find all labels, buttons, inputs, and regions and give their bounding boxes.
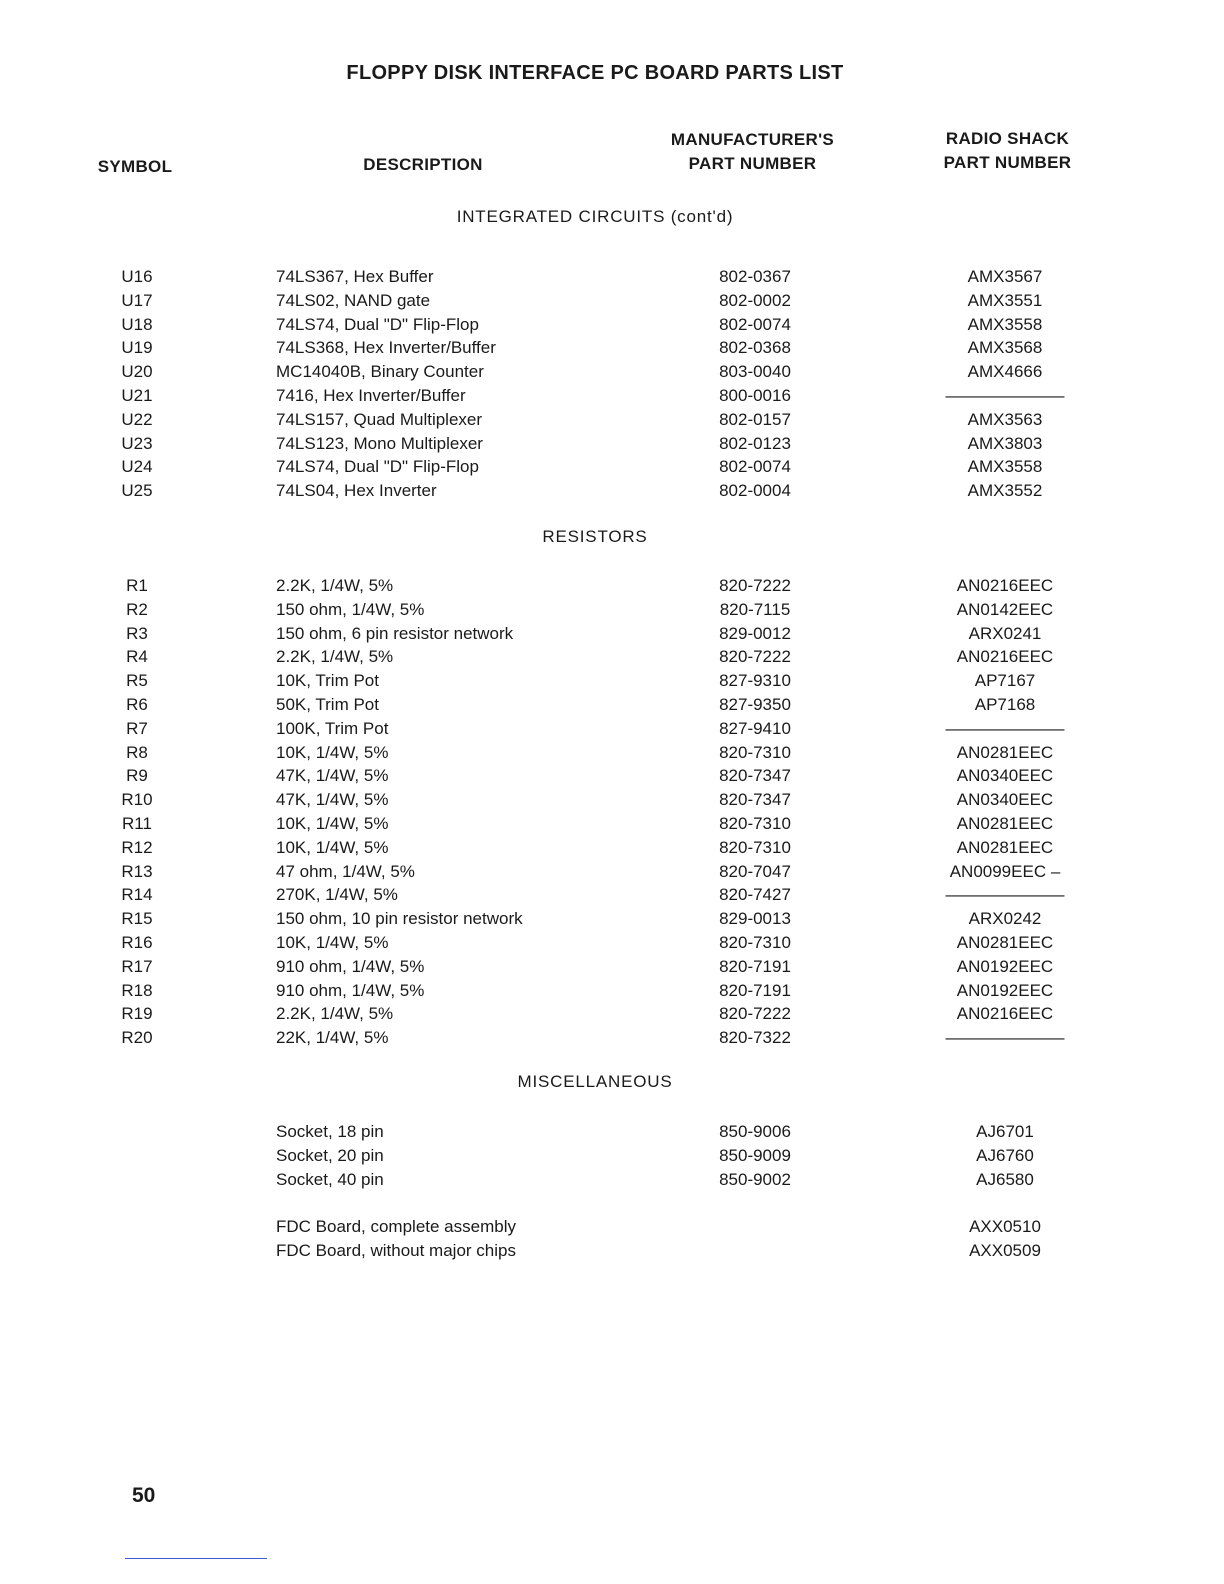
description-cell: FDC Board, complete assembly: [276, 1217, 516, 1236]
description-cell: 47K, 1/4W, 5%: [276, 766, 389, 786]
manufacturer-part-number-cell: 802-0004: [719, 481, 791, 501]
manufacturer-part-number-cell: 829-0012: [719, 623, 791, 643]
description-cell: Socket, 20 pin: [276, 1145, 384, 1165]
symbol-cell: R14: [121, 885, 153, 905]
radioshack-part-number-cell: AN0099EEC –: [949, 861, 1061, 881]
manufacturer-part-number-cell: 802-0074: [719, 457, 791, 477]
integrated-circuits-list: [0, 266, 1224, 504]
radioshack-part-number-cell: AN0192EEC: [956, 980, 1054, 1000]
radioshack-part-number-cell: AN0192EEC: [956, 956, 1054, 976]
radioshack-part-number-cell: AN0281EEC: [956, 813, 1054, 833]
symbol-cell: R8: [126, 742, 148, 762]
manufacturer-part-number-cell: 829-0013: [719, 909, 791, 929]
radioshack-part-number-cell: AMX3552: [967, 481, 1043, 501]
radioshack-part-number-cell: AP7167: [974, 671, 1036, 691]
symbol-cell: R6: [126, 694, 148, 714]
radioshack-part-number-cell: AJ6580: [976, 1169, 1034, 1189]
manufacturer-part-number-cell: 827-9410: [719, 718, 791, 738]
parts-row: [0, 646, 1224, 670]
radioshack-part-number-cell: AMX3567: [967, 267, 1043, 286]
radioshack-part-number-header: [905, 127, 1110, 175]
radioshack-part-number-cell: AN0281EEC: [956, 932, 1054, 952]
description-cell: 10K, Trim Pot: [276, 671, 379, 691]
manufacturer-part-number-cell: 820-7310: [719, 813, 791, 833]
radioshack-part-number-cell: AN0281EEC: [956, 742, 1054, 762]
radioshack-part-number-cell: AN0281EEC: [956, 837, 1054, 857]
manufacturer-part-number-cell: 820-7191: [719, 956, 791, 976]
symbol-cell: R10: [121, 790, 153, 810]
description-cell: 2.2K, 1/4W, 5%: [276, 647, 394, 667]
parts-row: [0, 932, 1224, 956]
manufacturer-part-number-cell: 850-9006: [719, 1122, 791, 1141]
radioshack-part-number-cell: AN0340EEC: [956, 790, 1054, 810]
symbol-cell: R15: [121, 909, 153, 929]
radioshack-part-number-cell: AN0216EEC: [956, 576, 1054, 595]
description-cell: 2.2K, 1/4W, 5%: [276, 1004, 394, 1024]
symbol-cell: R4: [126, 647, 148, 667]
manufacturer-part-number-cell: 820-7347: [719, 766, 791, 786]
radioshack-part-number-cell: AMX3558: [967, 457, 1043, 477]
parts-row: [0, 884, 1224, 908]
parts-row: [0, 433, 1224, 457]
description-cell: Socket, 40 pin: [276, 1169, 384, 1189]
parts-row: [0, 1240, 1224, 1264]
manufacturer-part-number-cell: 820-7310: [719, 932, 791, 952]
board-assemblies-list: [0, 1216, 1224, 1264]
radioshack-part-number-cell: AN0142EEC: [956, 599, 1054, 619]
parts-row: [0, 266, 1224, 290]
page-number: 50: [132, 1484, 156, 1507]
manufacturer-part-number-cell: 802-0157: [719, 409, 791, 429]
description-cell: 150 ohm, 10 pin resistor network: [276, 909, 523, 929]
symbol-cell: R18: [121, 980, 153, 1000]
description-cell: 74LS157, Quad Multiplexer: [276, 409, 483, 429]
description-column-header: DESCRIPTION: [363, 155, 483, 174]
manufacturer-header-line1: MANUFACTURER'S: [670, 130, 835, 149]
symbol-cell: R16: [121, 932, 153, 952]
parts-row: [0, 409, 1224, 433]
radioshack-part-number-cell: AMX4666: [967, 362, 1043, 382]
description-cell: 150 ohm, 1/4W, 5%: [276, 599, 425, 619]
description-cell: 100K, Trim Pot: [276, 718, 389, 738]
parts-row: [0, 742, 1224, 766]
parts-row: [0, 956, 1224, 980]
manufacturer-part-number-cell: 820-7115: [719, 599, 791, 619]
manufacturer-part-number-cell: 820-7222: [719, 647, 791, 667]
symbol-cell: R20: [121, 1028, 153, 1048]
radioshack-part-number-cell: AMX3568: [967, 338, 1043, 358]
symbol-cell: U22: [121, 409, 153, 429]
radioshack-part-number-cell: AN0216EEC: [956, 1004, 1054, 1024]
radioshack-header-line1: RADIO SHACK: [945, 129, 1070, 148]
description-cell: FDC Board, without major chips: [276, 1240, 516, 1260]
section-title-miscellaneous: MISCELLANEOUS: [517, 1072, 673, 1091]
symbol-cell: R12: [121, 837, 153, 857]
radioshack-part-number-cell: AJ6760: [976, 1145, 1034, 1165]
manufacturer-part-number-cell: 820-7222: [719, 1004, 791, 1024]
symbol-cell: R11: [122, 813, 152, 833]
manufacturer-part-number-cell: 820-7191: [719, 980, 791, 1000]
parts-row: [0, 456, 1224, 480]
description-cell: 2.2K, 1/4W, 5%: [276, 576, 394, 595]
radioshack-part-number-cell: ———————: [945, 885, 1065, 905]
symbol-cell: U16: [121, 267, 153, 286]
symbol-cell: U25: [121, 481, 153, 501]
section-title-integrated-circuits: INTEGRATED CIRCUITS (cont'd): [456, 207, 734, 226]
symbol-cell: U19: [121, 338, 153, 358]
parts-row: [0, 789, 1224, 813]
radioshack-part-number-cell: ARX0242: [968, 909, 1042, 929]
parts-row: [0, 1003, 1224, 1027]
parts-row: [0, 694, 1224, 718]
manufacturer-part-number-cell: 827-9350: [719, 694, 791, 714]
manufacturer-part-number-cell: 802-0123: [719, 433, 791, 453]
manufacturer-header-line2: PART NUMBER: [688, 154, 817, 173]
section-title-resistors: RESISTORS: [542, 527, 648, 546]
description-cell: 270K, 1/4W, 5%: [276, 885, 398, 905]
description-cell: 74LS74, Dual "D" Flip-Flop: [276, 457, 479, 477]
manufacturer-part-number-header: [640, 128, 865, 176]
description-cell: 22K, 1/4W, 5%: [276, 1028, 389, 1048]
description-cell: 47K, 1/4W, 5%: [276, 790, 389, 810]
manufacturer-part-number-cell: 802-0074: [719, 314, 791, 334]
description-cell: 74LS74, Dual "D" Flip-Flop: [276, 314, 479, 334]
radioshack-header-line2: PART NUMBER: [943, 153, 1072, 172]
parts-row: [0, 980, 1224, 1004]
parts-row: [0, 718, 1224, 742]
radioshack-part-number-cell: AJ6701: [976, 1122, 1034, 1141]
parts-row: [0, 813, 1224, 837]
manufacturer-part-number-cell: 820-7310: [719, 837, 791, 857]
parts-row: [0, 337, 1224, 361]
symbol-cell: R9: [126, 766, 148, 786]
parts-row: [0, 837, 1224, 861]
manufacturer-part-number-cell: 802-0368: [719, 338, 791, 358]
description-cell: 7416, Hex Inverter/Buffer: [276, 385, 466, 405]
symbol-cell: R1: [126, 576, 148, 595]
footer-rule: [125, 1558, 267, 1559]
description-cell: 10K, 1/4W, 5%: [276, 837, 389, 857]
manufacturer-part-number-cell: 820-7047: [719, 861, 791, 881]
radioshack-part-number-cell: AP7168: [974, 694, 1036, 714]
parts-row: [0, 1216, 1224, 1240]
description-cell: 150 ohm, 6 pin resistor network: [276, 623, 514, 643]
description-cell: Socket, 18 pin: [276, 1122, 384, 1141]
manufacturer-part-number-cell: 820-7427: [719, 885, 791, 905]
radioshack-part-number-cell: AXX0510: [969, 1217, 1041, 1236]
resistors-list: [0, 575, 1224, 1051]
radioshack-part-number-cell: AMX3803: [967, 433, 1043, 453]
symbol-cell: U21: [121, 385, 153, 405]
parts-row: [0, 314, 1224, 338]
description-cell: 47 ohm, 1/4W, 5%: [276, 861, 415, 881]
description-cell: 10K, 1/4W, 5%: [276, 742, 389, 762]
radioshack-part-number-cell: AMX3558: [967, 314, 1043, 334]
manufacturer-part-number-cell: 800-0016: [719, 385, 791, 405]
radioshack-part-number-cell: ———————: [945, 718, 1065, 738]
radioshack-part-number-cell: AN0216EEC: [956, 647, 1054, 667]
manufacturer-part-number-cell: 802-0002: [719, 290, 791, 310]
parts-row: [0, 861, 1224, 885]
symbol-cell: U20: [121, 362, 153, 382]
manufacturer-part-number-cell: 802-0367: [719, 267, 791, 286]
manufacturer-part-number-cell: 850-9009: [719, 1145, 791, 1165]
parts-row: [0, 765, 1224, 789]
page-title: FLOPPY DISK INTERFACE PC BOARD PARTS LIST: [346, 62, 844, 84]
symbol-cell: U18: [121, 314, 153, 334]
symbol-cell: R19: [121, 1004, 153, 1024]
symbol-cell: R3: [126, 623, 148, 643]
parts-row: [0, 1145, 1224, 1169]
description-cell: 74LS02, NAND gate: [276, 290, 431, 310]
symbol-cell: R17: [121, 956, 153, 976]
manufacturer-part-number-cell: 820-7222: [719, 576, 791, 595]
description-cell: 74LS04, Hex Inverter: [276, 481, 437, 501]
symbol-cell: U23: [121, 433, 153, 453]
symbol-cell: U17: [121, 290, 153, 310]
manufacturer-part-number-cell: 820-7347: [719, 790, 791, 810]
parts-row: [0, 290, 1224, 314]
parts-row: [0, 908, 1224, 932]
parts-row: [0, 575, 1224, 599]
symbol-cell: R2: [126, 599, 148, 619]
parts-row: [0, 670, 1224, 694]
symbol-cell: U24: [121, 457, 153, 477]
manufacturer-part-number-cell: 850-9002: [719, 1169, 791, 1189]
parts-row: [0, 361, 1224, 385]
radioshack-part-number-cell: ———————: [945, 385, 1065, 405]
parts-row: [0, 1027, 1224, 1051]
radioshack-part-number-cell: ARX0241: [968, 623, 1042, 643]
manufacturer-part-number-cell: 827-9310: [719, 671, 791, 691]
radioshack-part-number-cell: ———————: [945, 1028, 1065, 1048]
parts-row: [0, 1169, 1224, 1193]
description-cell: 50K, Trim Pot: [276, 694, 379, 714]
description-cell: 910 ohm, 1/4W, 5%: [276, 956, 425, 976]
symbol-cell: R5: [126, 671, 148, 691]
manufacturer-part-number-cell: 820-7322: [719, 1028, 791, 1048]
symbol-cell: R13: [121, 861, 153, 881]
description-cell: 74LS123, Mono Multiplexer: [276, 433, 483, 453]
description-cell: MC14040B, Binary Counter: [276, 362, 484, 382]
parts-row: [0, 599, 1224, 623]
parts-row: [0, 623, 1224, 647]
parts-row: [0, 480, 1224, 504]
description-cell: 74LS367, Hex Buffer: [276, 267, 434, 286]
radioshack-part-number-cell: AXX0509: [969, 1240, 1041, 1260]
description-cell: 910 ohm, 1/4W, 5%: [276, 980, 425, 1000]
radioshack-part-number-cell: AMX3551: [967, 290, 1043, 310]
miscellaneous-list: [0, 1121, 1224, 1192]
manufacturer-part-number-cell: 803-0040: [719, 362, 791, 382]
radioshack-part-number-cell: AN0340EEC: [956, 766, 1054, 786]
description-cell: 10K, 1/4W, 5%: [276, 813, 389, 833]
radioshack-part-number-cell: AMX3563: [967, 409, 1043, 429]
description-cell: 74LS368, Hex Inverter/Buffer: [276, 338, 496, 358]
symbol-cell: R7: [126, 718, 148, 738]
parts-row: [0, 1121, 1224, 1145]
parts-row: [0, 385, 1224, 409]
symbol-column-header: SYMBOL: [97, 157, 173, 176]
manufacturer-part-number-cell: 820-7310: [719, 742, 791, 762]
description-cell: 10K, 1/4W, 5%: [276, 932, 389, 952]
